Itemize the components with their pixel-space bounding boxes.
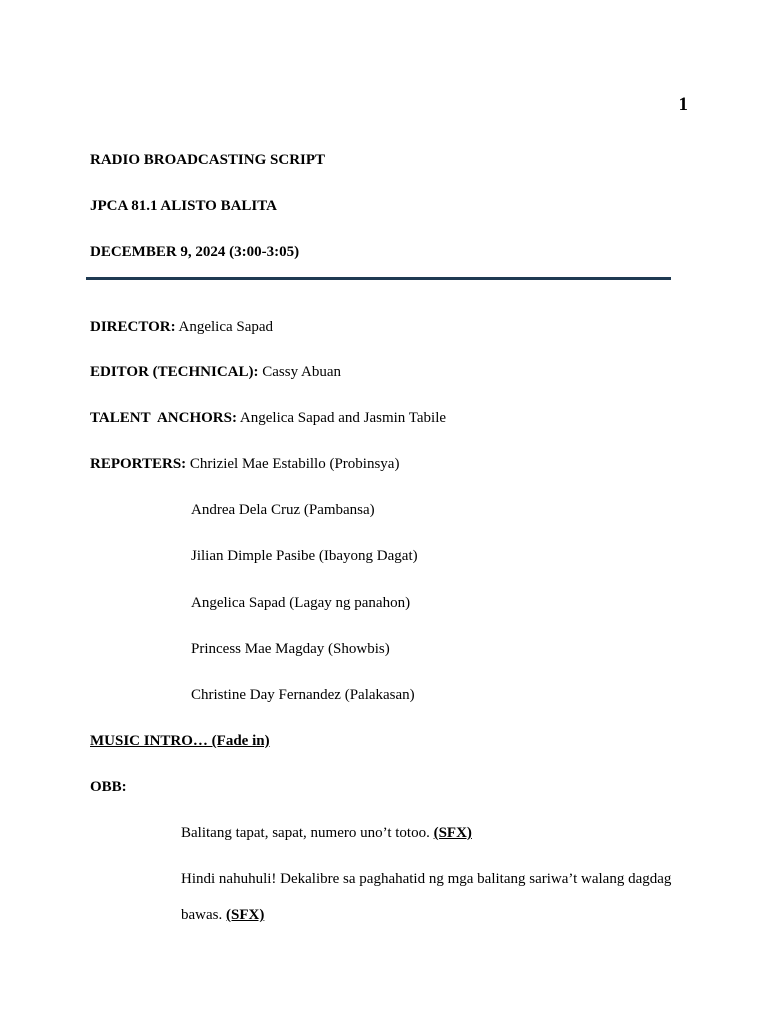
station-name: JPCA 81.1 ALISTO BALITA [90,198,277,214]
obb-line-1 [181,823,472,843]
sfx-cue: (SFX) [433,825,472,841]
obb-line-1-text: Balitang tapat, sapat, numero uno’t totoo. [181,825,434,841]
anchors-value: Angelica Sapad and Jasmin Tabile [236,410,447,426]
page-number: 1 [678,94,688,115]
reporters-label: REPORTERS: [90,456,187,472]
reporter-item: Princess Mae Magday (Showbis) [191,641,390,657]
sfx-cue: (SFX) [226,907,265,923]
obb-line-3-text: bawas. [181,907,226,923]
reporter-item: Chriziel Mae Estabillo (Probinsya) [189,456,400,472]
reporter-item: Christine Day Fernandez (Palakasan) [191,687,415,703]
reporter-item: Jilian Dimple Pasibe (Ibayong Dagat) [191,548,418,564]
obb-line-3 [181,905,264,925]
editor-value: Cassy Abuan [258,364,341,380]
editor-label: EDITOR (TECHNICAL): [90,364,259,380]
editor-line [90,362,341,382]
script-title: RADIO BROADCASTING SCRIPT [90,152,326,168]
obb-line-2: Hindi nahuhuli! Dekalibre sa paghahatid ng mga balitang sariwa’t walang dagdag [181,871,672,887]
reporters-line [90,454,399,474]
director-label: DIRECTOR: [90,319,176,335]
reporter-item: Andrea Dela Cruz (Pambansa) [191,502,375,518]
anchors-line [90,408,446,428]
anchors-label: TALENT ANCHORS: [90,410,237,426]
broadcast-date: DECEMBER 9, 2024 (3:00-3:05) [90,244,300,260]
music-intro-cue: MUSIC INTRO… (Fade in) [90,733,270,749]
header-divider [86,277,671,280]
reporter-item: Angelica Sapad (Lagay ng panahon) [191,595,411,611]
obb-label: OBB: [90,779,127,795]
director-value: Angelica Sapad [175,319,274,335]
director-line [90,317,273,337]
